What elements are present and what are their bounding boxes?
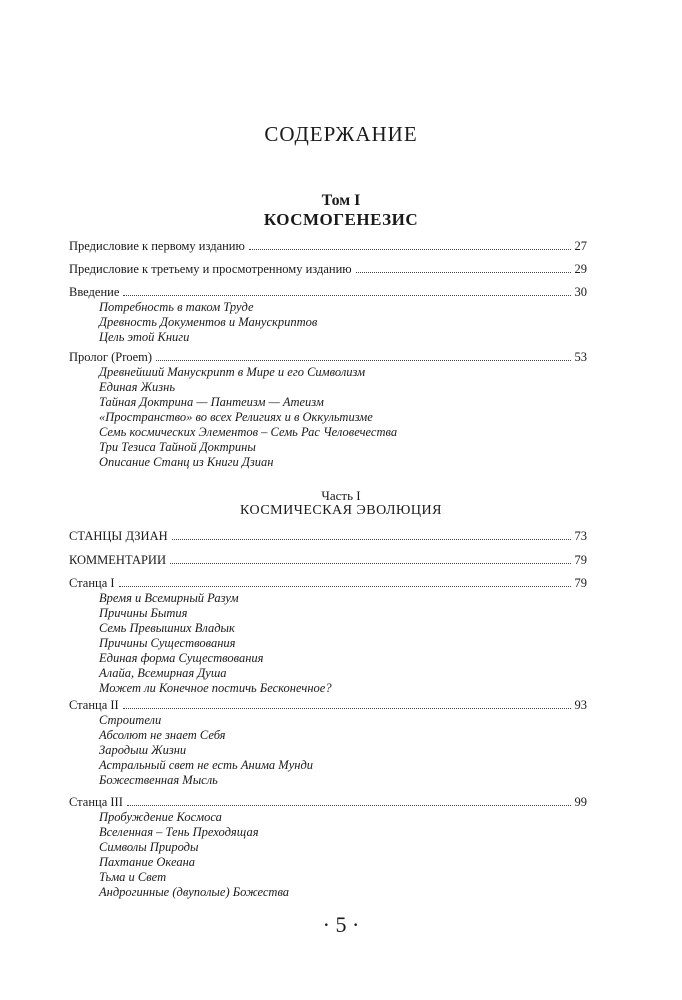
toc-subentry[interactable]: Единая форма Существования	[99, 651, 264, 665]
toc-entry-label: Станца III	[69, 795, 123, 809]
toc-entry-page: 29	[574, 262, 587, 276]
toc-entry[interactable]	[69, 794, 587, 810]
toc-subentry[interactable]: Андрогинные (двуполые) Божества	[99, 885, 290, 899]
toc-entry[interactable]	[69, 349, 587, 365]
leader-dots	[127, 804, 571, 806]
toc-subentry[interactable]: Тайная Доктрина — Пантеизм — Атеизм	[99, 395, 324, 409]
toc-subentry[interactable]: Алайа, Всемирная Душа	[99, 666, 227, 680]
leader-dots	[123, 707, 571, 709]
toc-entry[interactable]	[69, 238, 587, 254]
toc-entry[interactable]	[69, 552, 587, 568]
toc-subentry[interactable]: Потребность в таком Труде	[99, 300, 254, 314]
toc-entry-page: 79	[574, 553, 587, 567]
toc-entry-label: КОММЕНТАРИИ	[69, 553, 166, 567]
toc-subentry[interactable]: Абсолют не знает Себя	[99, 728, 226, 742]
toc-entry-page: 99	[574, 795, 587, 809]
toc-entry-page: 79	[574, 576, 587, 590]
toc-subentry[interactable]: Древнейший Манускрипт в Мире и его Символизм	[99, 365, 366, 379]
leader-dots	[170, 562, 571, 564]
toc-subentry[interactable]: Вселенная – Тень Преходящая	[99, 825, 259, 839]
toc-entry[interactable]	[69, 261, 587, 277]
leader-dots	[249, 248, 571, 250]
toc-entry[interactable]	[69, 284, 587, 300]
toc-entry-label: Введение	[69, 285, 120, 299]
toc-subentry[interactable]: Древность Документов и Манускриптов	[99, 315, 318, 329]
toc-entry-label: Предисловие к третьему и просмотренному изданию	[69, 262, 352, 276]
toc-subentry[interactable]: Тьма и Свет	[99, 870, 167, 884]
volume-label: Том I	[321, 192, 361, 209]
toc-subentry[interactable]: Время и Всемирный Разум	[99, 591, 239, 605]
toc-subentry[interactable]: Строители	[99, 713, 162, 727]
toc-entry-page: 53	[574, 350, 587, 364]
toc-subentry[interactable]: Причины Бытия	[99, 606, 188, 620]
toc-entry-label: Станца II	[69, 698, 119, 712]
toc-entry-page: 73	[574, 529, 587, 543]
toc-subentry[interactable]: Символы Природы	[99, 840, 199, 854]
toc-entry-label: Предисловие к первому изданию	[69, 239, 245, 253]
volume-name: КОСМОГЕНЕЗИС	[263, 210, 419, 229]
part-name: КОСМИЧЕСКАЯ ЭВОЛЮЦИЯ	[240, 503, 442, 518]
toc-subentry[interactable]: Может ли Конечное постичь Бесконечное?	[99, 681, 332, 695]
leader-dots	[156, 359, 570, 361]
toc-subentry[interactable]: Единая Жизнь	[99, 380, 176, 394]
toc-subentry[interactable]: Пробуждение Космоса	[99, 810, 222, 824]
toc-entry[interactable]	[69, 697, 587, 713]
toc-entry-label: Пролог (Proem)	[69, 350, 153, 364]
toc-subentry[interactable]: Астральный свет не есть Анима Мунди	[99, 758, 314, 772]
toc-subentry[interactable]: Зародыш Жизни	[99, 743, 187, 757]
toc-subentry[interactable]: Семь Превышних Владык	[99, 621, 235, 635]
toc-subentry[interactable]: Пахтание Океана	[99, 855, 196, 869]
toc-subentry[interactable]: Причины Существования	[99, 636, 236, 650]
toc-subentry[interactable]: Описание Станц из Книги Дзиан	[99, 455, 274, 469]
part-label: Часть I	[321, 488, 361, 503]
toc-entry-label: СТАНЦЫ ДЗИАН	[69, 529, 168, 543]
toc-subentry[interactable]: Семь космических Элементов – Семь Рас Человечества	[99, 425, 398, 439]
toc-entry-label: Станца I	[69, 576, 115, 590]
toc-subentry[interactable]: Три Тезиса Тайной Доктрины	[99, 440, 256, 454]
contents-title: СОДЕРЖАНИЕ	[264, 122, 418, 146]
page-number: · 5 ·	[322, 912, 360, 937]
leader-dots	[119, 585, 571, 587]
toc-subentry[interactable]: Божественная Мысль	[99, 773, 218, 787]
toc-subentry[interactable]: «Пространство» во всех Религиях и в Оккультизме	[99, 410, 373, 424]
toc-entry[interactable]	[69, 575, 587, 591]
leader-dots	[356, 271, 571, 273]
toc-entry[interactable]	[69, 528, 587, 544]
toc-entry-page: 27	[574, 239, 587, 253]
toc-entry-page: 93	[574, 698, 587, 712]
leader-dots	[123, 294, 570, 296]
toc-subentry[interactable]: Цель этой Книги	[99, 330, 190, 344]
toc-entry-page: 30	[574, 285, 587, 299]
leader-dots	[172, 538, 571, 540]
